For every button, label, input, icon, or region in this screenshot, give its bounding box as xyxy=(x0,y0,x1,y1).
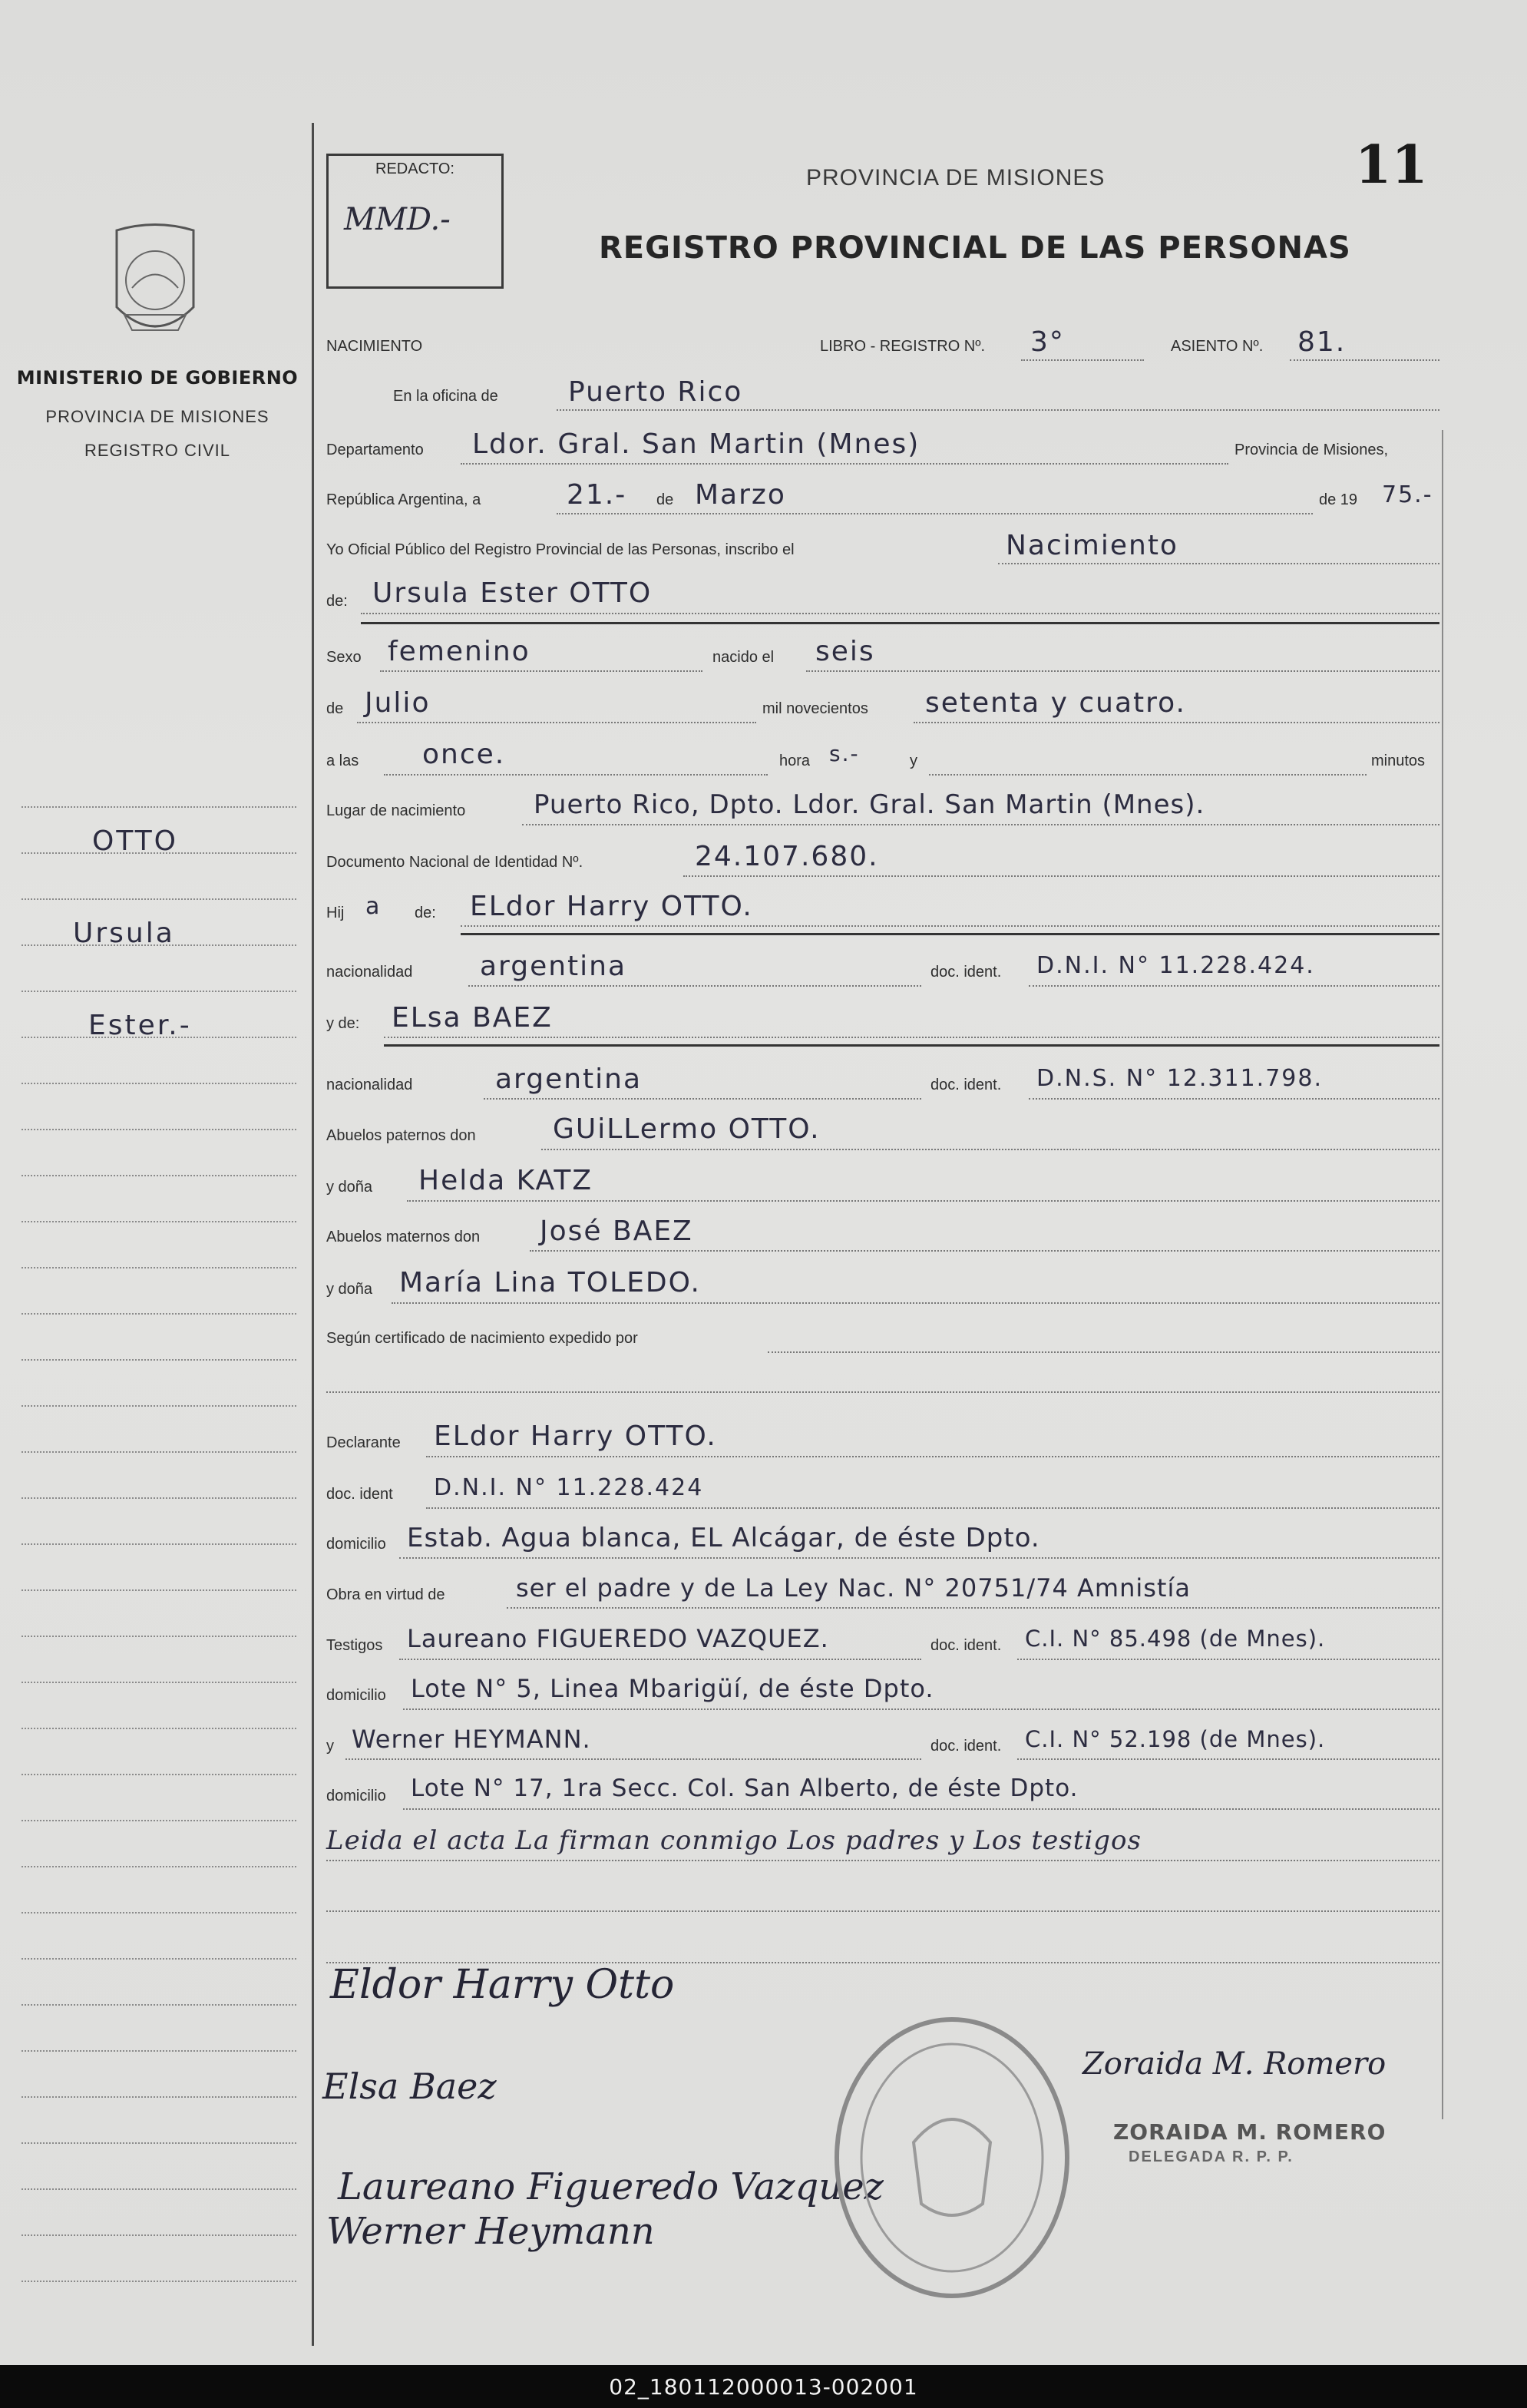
departamento-label: Departamento xyxy=(326,442,424,458)
oficina-label: En la oficina de xyxy=(393,388,498,405)
birth-day-value: seis xyxy=(815,636,875,667)
asiento-label: ASIENTO Nº. xyxy=(1171,338,1264,355)
asiento-value: 81. xyxy=(1297,326,1347,358)
hour-label: hora xyxy=(779,752,811,769)
father-doc: D.N.I. N° 11.228.424. xyxy=(1036,952,1315,979)
ministry-name: MINISTERIO DE GOBIERNO xyxy=(16,367,299,389)
mother-doc-label: doc. ident. xyxy=(930,1077,1002,1093)
margin-first-name: Ursula xyxy=(73,918,175,949)
y-label: y xyxy=(910,752,917,769)
certificate-label: Según certificado de nacimiento expedido por xyxy=(326,1330,638,1347)
sexo-value: femenino xyxy=(388,636,530,667)
dni-value: 24.107.680. xyxy=(695,841,879,872)
declarant-doc: D.N.I. N° 11.228.424 xyxy=(434,1474,704,1501)
republica-label: República Argentina, a xyxy=(326,491,481,508)
father-name: ELdor Harry OTTO. xyxy=(470,891,753,922)
coat-of-arms-icon xyxy=(101,223,209,346)
official-seal-icon xyxy=(829,2012,1075,2304)
witness2-address: Lote N° 17, 1ra Secc. Col. San Alberto, de éste Dpto. xyxy=(411,1775,1079,1802)
stamp-role: DELEGADA R. P. P. xyxy=(1129,2148,1294,2165)
maternal-grandfather-label: Abuelos maternos don xyxy=(326,1229,481,1245)
province-heading: PROVINCIA DE MISIONES xyxy=(806,165,1106,190)
signature-witness2: Werner Heymann xyxy=(326,2210,655,2253)
hij-suffix: a xyxy=(365,893,382,920)
signature-mother: Elsa Baez xyxy=(322,2066,497,2107)
witness2-name: Werner HEYMANN. xyxy=(352,1725,591,1754)
image-id-label: 02_180112000013-002001 xyxy=(609,2374,918,2400)
oficina-value: Puerto Rico xyxy=(568,376,743,408)
declarant-address: Estab. Agua blanca, EL Alcágar, de éste Dpto. xyxy=(407,1523,1040,1553)
witness1-name: Laureano FIGUEREDO VAZQUEZ. xyxy=(407,1624,829,1653)
redacto-initials: MMD.- xyxy=(344,202,451,237)
witness2-label: y xyxy=(326,1738,334,1755)
mother-label: y de: xyxy=(326,1015,360,1032)
registrant-name: Ursula Ester OTTO xyxy=(372,577,653,609)
nacido-label: nacido el xyxy=(712,649,775,666)
witness1-doc-label: doc. ident. xyxy=(930,1637,1002,1654)
declarant-label: Declarante xyxy=(326,1434,401,1451)
redacto-box xyxy=(326,154,504,289)
departamento-value: Ldor. Gral. San Martin (Mnes) xyxy=(472,428,920,460)
paternal-grandfather-label: Abuelos paternos don xyxy=(326,1127,476,1144)
declarant-doc-label: doc. ident xyxy=(326,1486,393,1503)
obra-value: ser el padre y de La Ley Nac. N° 20751/74 Amnistía xyxy=(516,1573,1191,1603)
registry-heading: REGISTRO PROVINCIAL DE LAS PERSONAS xyxy=(599,230,1351,266)
margin-surname: OTTO xyxy=(92,825,179,857)
hour-words-value: once. xyxy=(422,739,506,770)
redacto-label: REDACTO: xyxy=(375,160,454,177)
closing-statement: Leida el acta La firman conmigo Los padres y Los testigos xyxy=(326,1825,1142,1856)
year-prefix-label: mil novecientos xyxy=(762,700,868,717)
mother-nationality: argentina xyxy=(495,1063,643,1095)
witness2-address-label: domicilio xyxy=(326,1788,386,1804)
father-doc-label: doc. ident. xyxy=(930,964,1002,981)
provincia-label: Provincia de Misiones, xyxy=(1234,442,1389,458)
father-nationality-label: nacionalidad xyxy=(326,964,413,981)
libro-value: 3° xyxy=(1030,326,1065,358)
stamp-name: ZORAIDA M. ROMERO xyxy=(1113,2119,1387,2145)
margin-divider xyxy=(312,123,314,2346)
mother-name: ELsa BAEZ xyxy=(392,1002,553,1034)
margin-second-name: Ester.- xyxy=(88,1010,192,1041)
birth-year-value: setenta y cuatro. xyxy=(925,687,1186,719)
page-number: 11 xyxy=(1355,134,1428,196)
paternal-grandmother: Helda KATZ xyxy=(418,1165,593,1196)
lugar-value: Puerto Rico, Dpto. Ldor. Gral. San Martin (Mnes). xyxy=(534,789,1205,820)
right-border xyxy=(1442,430,1443,2119)
mes-label: de xyxy=(656,491,674,508)
anio-label: de 19 xyxy=(1319,491,1358,508)
signature-witness1: Laureano Figueredo Vazquez xyxy=(338,2165,884,2208)
act-value: Nacimiento xyxy=(1006,530,1178,561)
witnesses-label: Testigos xyxy=(326,1637,383,1654)
paternal-grandfather: GUiLLermo OTTO. xyxy=(553,1113,821,1145)
mother-doc: D.N.S. N° 12.311.798. xyxy=(1036,1065,1324,1092)
witness1-doc: C.I. N° 85.498 (de Mnes). xyxy=(1025,1626,1326,1652)
maternal-grandfather: José BAEZ xyxy=(540,1216,693,1247)
father-nationality: argentina xyxy=(480,951,627,982)
paternal-grandmother-label: y doña xyxy=(326,1179,373,1196)
declarant-address-label: domicilio xyxy=(326,1536,386,1553)
lugar-label: Lugar de nacimiento xyxy=(326,802,466,819)
witness2-doc-label: doc. ident. xyxy=(930,1738,1002,1755)
hour-prefix-label: a las xyxy=(326,752,359,769)
name-label: de: xyxy=(326,593,348,610)
witness1-address-label: domicilio xyxy=(326,1687,386,1704)
ministry-province: PROVINCIA DE MISIONES xyxy=(45,407,269,426)
act-type-label: NACIMIENTO xyxy=(326,338,423,355)
mother-nationality-label: nacionalidad xyxy=(326,1077,413,1093)
witness2-doc: C.I. N° 52.198 (de Mnes). xyxy=(1025,1726,1326,1752)
hij-label: Hij xyxy=(326,905,345,921)
year-value: 75.- xyxy=(1382,481,1433,508)
day-value: 21.- xyxy=(567,479,627,511)
month-value: Marzo xyxy=(695,479,786,511)
obra-label: Obra en virtud de xyxy=(326,1586,445,1603)
sexo-label: Sexo xyxy=(326,649,362,666)
parent-label: de: xyxy=(415,905,436,921)
oficial-statement: Yo Oficial Público del Registro Provincial de las Personas, inscribo el xyxy=(326,541,795,558)
maternal-grandmother: María Lina TOLEDO. xyxy=(399,1267,701,1298)
signature-father: Eldor Harry Otto xyxy=(330,1962,675,2008)
witness1-address: Lote N° 5, Linea Mbarigüí, de éste Dpto. xyxy=(411,1674,934,1703)
signature-official: Zoraida M. Romero xyxy=(1082,2046,1387,2082)
minutos-label: minutos xyxy=(1371,752,1426,769)
libro-label: LIBRO - REGISTRO Nº. xyxy=(820,338,986,355)
maternal-grandmother-label: y doña xyxy=(326,1281,373,1298)
birth-month-label: de xyxy=(326,700,344,717)
dni-label: Documento Nacional de Identidad Nº. xyxy=(326,854,583,871)
birth-month-value: Julio xyxy=(365,687,431,719)
hour-value: s.- xyxy=(829,741,860,766)
ministry-registry: REGISTRO CIVIL xyxy=(84,441,231,460)
declarant-name: ELdor Harry OTTO. xyxy=(434,1421,717,1452)
